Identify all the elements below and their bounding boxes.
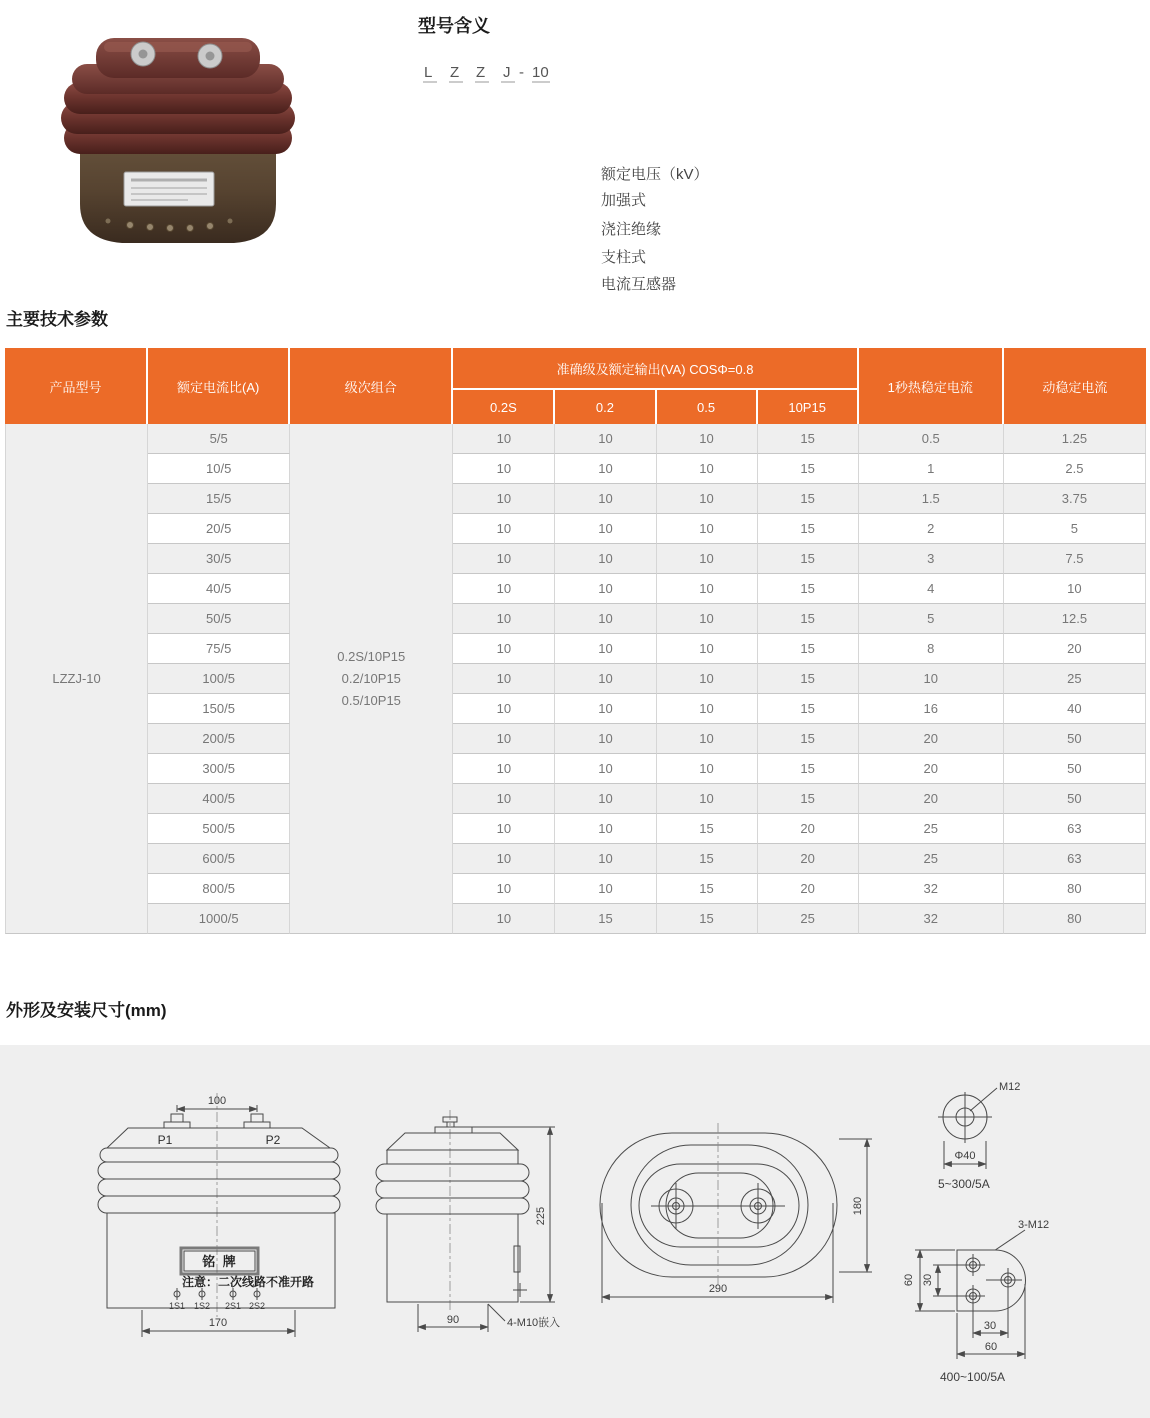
value-cell: 10 <box>555 664 656 694</box>
value-cell: 15 <box>758 514 859 544</box>
terminal-label: P2 <box>265 1133 281 1147</box>
ratio-cell: 30/5 <box>148 544 290 574</box>
value-cell: 10 <box>657 484 758 514</box>
table-row <box>5 544 1146 574</box>
value-cell: 15 <box>657 874 758 904</box>
nameplate <box>124 172 214 206</box>
cap-highlight <box>104 42 252 52</box>
value-cell: 15 <box>758 724 859 754</box>
value-cell: 10 <box>657 634 758 664</box>
top-view-drawing <box>595 1100 895 1310</box>
value-cell: 15 <box>758 454 859 484</box>
col-header-thermal: 1秒热稳定电流 <box>859 348 1004 424</box>
terminal-detail-small <box>900 1075 1145 1200</box>
value-cell: 10 <box>555 514 656 544</box>
value-cell: 15 <box>657 904 758 934</box>
value-cell: 63 <box>1004 814 1146 844</box>
ratio-cell: 50/5 <box>148 604 290 634</box>
value-cell: 15 <box>758 484 859 514</box>
terminal-label: 2S1 <box>224 1301 242 1311</box>
model-meaning-title: 型号含义 <box>418 16 490 36</box>
table-row <box>5 424 1146 454</box>
value-cell: 15 <box>758 634 859 664</box>
table-row <box>5 904 1146 934</box>
ratio-cell: 400/5 <box>148 784 290 814</box>
value-cell: 10 <box>657 604 758 634</box>
code-letter: - <box>519 64 524 81</box>
dim-label: 180 <box>852 1196 864 1216</box>
value-cell: 80 <box>1004 904 1146 934</box>
code-letter: Z <box>476 64 486 81</box>
value-cell: 50 <box>1004 784 1146 814</box>
value-cell: 10 <box>657 724 758 754</box>
value-cell: 10 <box>859 664 1004 694</box>
table-row <box>5 514 1146 544</box>
value-cell: 10 <box>555 484 656 514</box>
value-cell: 8 <box>859 634 1004 664</box>
class-combo-cell <box>290 424 453 934</box>
value-cell: 10 <box>657 514 758 544</box>
value-cell: 80 <box>1004 874 1146 904</box>
dim-label: 90 <box>446 1314 460 1326</box>
note-label: 4-M10嵌入 <box>507 1317 561 1329</box>
value-cell: 10 <box>657 454 758 484</box>
value-cell: 15 <box>657 844 758 874</box>
ratio-cell: 20/5 <box>148 514 290 544</box>
value-cell: 20 <box>859 754 1004 784</box>
ratio-cell: 40/5 <box>148 574 290 604</box>
value-cell: 10 <box>453 574 555 604</box>
value-cell: 10 <box>453 544 555 574</box>
value-cell: 10 <box>555 844 656 874</box>
value-cell: 10 <box>453 844 555 874</box>
value-cell: 10 <box>453 514 555 544</box>
dimension-drawings-panel <box>0 1045 1150 1418</box>
value-cell: 7.5 <box>1004 544 1146 574</box>
table-row <box>5 844 1146 874</box>
value-cell: 20 <box>859 724 1004 754</box>
value-cell: 10 <box>657 424 758 454</box>
meaning-label: 支柱式 <box>601 249 647 266</box>
value-cell: 10 <box>657 754 758 784</box>
value-cell: 1.5 <box>859 484 1004 514</box>
dim-label: Φ40 <box>954 1150 976 1162</box>
terminal-label: 2S2 <box>248 1301 266 1311</box>
table-row <box>5 814 1146 844</box>
value-cell: 15 <box>758 544 859 574</box>
value-cell: 2 <box>859 514 1004 544</box>
tech-params-table <box>5 348 1146 934</box>
table-row <box>5 724 1146 754</box>
value-cell: 15 <box>555 904 656 934</box>
value-cell: 20 <box>758 844 859 874</box>
subcol-header: 0.5 <box>657 390 758 424</box>
value-cell: 10 <box>453 814 555 844</box>
value-cell: 25 <box>859 814 1004 844</box>
side-view-drawing <box>368 1080 603 1345</box>
value-cell: 10 <box>555 694 656 724</box>
code-letter: J <box>503 64 511 81</box>
value-cell: 50 <box>1004 724 1146 754</box>
value-cell: 10 <box>555 724 656 754</box>
terminal-detail-large <box>898 1218 1150 1393</box>
value-cell: 10 <box>453 694 555 724</box>
value-cell: 10 <box>657 784 758 814</box>
table-row <box>5 604 1146 634</box>
value-cell: 20 <box>859 784 1004 814</box>
table-row <box>5 784 1146 814</box>
terminal-label: 1S2 <box>193 1301 211 1311</box>
value-cell: 10 <box>453 454 555 484</box>
ratio-cell: 200/5 <box>148 724 290 754</box>
range-label: 5~300/5A <box>938 1177 990 1191</box>
ratio-cell: 600/5 <box>148 844 290 874</box>
value-cell: 10 <box>657 694 758 724</box>
value-cell: 25 <box>859 844 1004 874</box>
thread-label: 3-M12 <box>1018 1219 1050 1231</box>
subcol-header: 0.2 <box>555 390 656 424</box>
ratio-cell: 5/5 <box>148 424 290 454</box>
model-meaning-diagram <box>410 52 970 302</box>
value-cell: 10 <box>453 664 555 694</box>
subcol-header: 10P15 <box>758 390 859 424</box>
subcol-header: 0.2S <box>453 390 555 424</box>
value-cell: 50 <box>1004 754 1146 784</box>
value-cell: 10 <box>555 544 656 574</box>
value-cell: 15 <box>758 694 859 724</box>
dim-label: 100 <box>207 1095 227 1107</box>
value-cell: 10 <box>555 814 656 844</box>
table-row <box>5 634 1146 664</box>
terminal-bolt <box>139 50 148 59</box>
value-cell: 15 <box>657 814 758 844</box>
dim-label: 290 <box>708 1283 728 1295</box>
dim-label: 30 <box>983 1320 997 1332</box>
code-letter: L <box>424 64 433 81</box>
value-cell: 1 <box>859 454 1004 484</box>
value-cell: 20 <box>758 874 859 904</box>
value-cell: 4 <box>859 574 1004 604</box>
value-cell: 10 <box>453 634 555 664</box>
value-cell: 15 <box>758 424 859 454</box>
nameplate-label: 铭 牌 <box>202 1254 238 1269</box>
value-cell: 10 <box>453 904 555 934</box>
value-cell: 10 <box>555 604 656 634</box>
value-cell: 10 <box>555 424 656 454</box>
col-header-dynamic: 动稳定电流 <box>1004 348 1146 424</box>
value-cell: 15 <box>758 604 859 634</box>
value-cell: 10 <box>657 544 758 574</box>
tech-params-table-body <box>5 424 1146 934</box>
value-cell: 10 <box>453 874 555 904</box>
class-combo-line: 0.2/10P15 <box>341 670 401 686</box>
terminal-bolt <box>206 52 215 61</box>
meaning-label: 电流互感器 <box>601 276 677 293</box>
dimensions-title: 外形及安装尺寸(mm) <box>6 1001 167 1020</box>
value-cell: 32 <box>859 874 1004 904</box>
ratio-cell: 500/5 <box>148 814 290 844</box>
value-cell: 25 <box>758 904 859 934</box>
value-cell: 2.5 <box>1004 454 1146 484</box>
table-row <box>5 664 1146 694</box>
table-row <box>5 754 1146 784</box>
code-letter: Z <box>450 64 460 81</box>
value-cell: 10 <box>555 634 656 664</box>
ratio-cell: 10/5 <box>148 454 290 484</box>
value-cell: 25 <box>1004 664 1146 694</box>
dim-label: 60 <box>903 1273 915 1287</box>
value-cell: 10 <box>555 754 656 784</box>
meaning-label: 浇注绝缘 <box>601 221 662 238</box>
value-cell: 10 <box>453 784 555 814</box>
value-cell: 32 <box>859 904 1004 934</box>
value-cell: 10 <box>1004 574 1146 604</box>
ratio-cell: 15/5 <box>148 484 290 514</box>
value-cell: 10 <box>555 454 656 484</box>
tech-params-title: 主要技术参数 <box>6 310 108 329</box>
value-cell: 15 <box>758 754 859 784</box>
value-cell: 15 <box>758 574 859 604</box>
value-cell: 10 <box>453 754 555 784</box>
dim-label: 30 <box>922 1273 934 1287</box>
meaning-label: 加强式 <box>601 192 647 209</box>
col-header-model: 产品型号 <box>5 348 148 424</box>
product-photo <box>38 22 308 262</box>
class-combo-line: 0.5/10P15 <box>341 692 401 708</box>
value-cell: 40 <box>1004 694 1146 724</box>
ratio-cell: 75/5 <box>148 634 290 664</box>
value-cell: 10 <box>555 574 656 604</box>
terminal-label: 1S1 <box>168 1301 186 1311</box>
table-row <box>5 694 1146 724</box>
value-cell: 0.5 <box>859 424 1004 454</box>
value-cell: 10 <box>657 574 758 604</box>
value-cell: 20 <box>758 814 859 844</box>
value-cell: 10 <box>657 664 758 694</box>
table-row <box>5 874 1146 904</box>
dim-label: 170 <box>208 1317 228 1329</box>
range-label: 400~100/5A <box>940 1370 1006 1384</box>
value-cell: 3 <box>859 544 1004 574</box>
value-cell: 10 <box>453 484 555 514</box>
value-cell: 10 <box>453 424 555 454</box>
col-header-ratio: 额定电流比(A) <box>148 348 290 424</box>
terminal-label: P1 <box>157 1133 173 1147</box>
meaning-label: 额定电压（kV） <box>601 166 709 183</box>
ratio-cell: 150/5 <box>148 694 290 724</box>
value-cell: 5 <box>1004 514 1146 544</box>
value-cell: 10 <box>453 724 555 754</box>
value-cell: 10 <box>555 874 656 904</box>
caution-text: 注意：二次线路不准开路 <box>182 1275 315 1289</box>
value-cell: 10 <box>555 784 656 814</box>
class-combo-line: 0.2S/10P15 <box>337 648 406 664</box>
value-cell: 15 <box>758 784 859 814</box>
ratio-cell: 300/5 <box>148 754 290 784</box>
table-row <box>5 454 1146 484</box>
table-row <box>5 484 1146 514</box>
ratio-cell: 800/5 <box>148 874 290 904</box>
table-row <box>5 574 1146 604</box>
value-cell: 16 <box>859 694 1004 724</box>
ratio-cell: 100/5 <box>148 664 290 694</box>
dim-label: 60 <box>984 1341 998 1353</box>
value-cell: 15 <box>758 664 859 694</box>
front-view-drawing <box>60 1065 380 1380</box>
col-header-accuracy-group: 准确级及额定输出(VA) COSΦ=0.8 <box>453 348 858 390</box>
ratio-cell: 1000/5 <box>148 904 290 934</box>
value-cell: 5 <box>859 604 1004 634</box>
value-cell: 12.5 <box>1004 604 1146 634</box>
product-model-cell: LZZJ-10 <box>5 424 148 934</box>
col-header-class: 级次组合 <box>290 348 453 424</box>
value-cell: 1.25 <box>1004 424 1146 454</box>
thread-label: M12 <box>999 1081 1021 1093</box>
dim-label: 225 <box>535 1206 547 1226</box>
value-cell: 63 <box>1004 844 1146 874</box>
value-cell: 20 <box>1004 634 1146 664</box>
value-cell: 10 <box>453 604 555 634</box>
value-cell: 3.75 <box>1004 484 1146 514</box>
code-letter: 10 <box>532 64 549 81</box>
